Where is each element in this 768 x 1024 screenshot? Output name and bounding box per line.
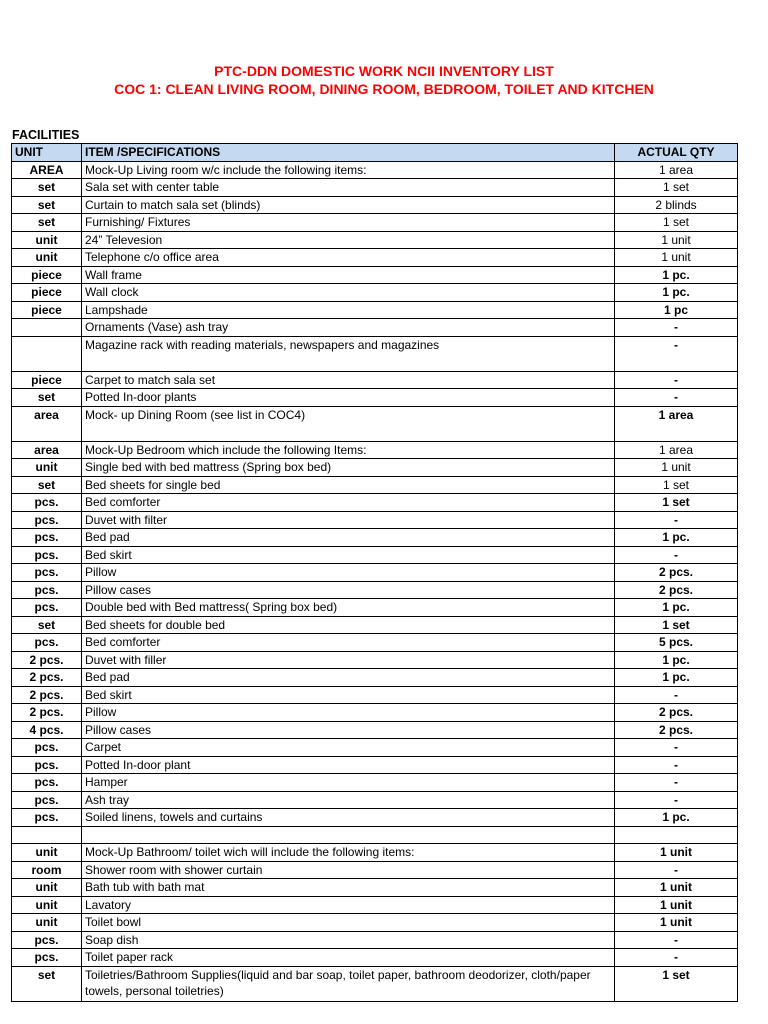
cell-qty: -: [615, 371, 738, 389]
cell-item: Duvet with filter: [82, 511, 615, 529]
cell-qty: -: [615, 319, 738, 337]
table-header-row: [12, 144, 738, 162]
table-row: [12, 756, 738, 774]
cell-qty: -: [615, 949, 738, 967]
cell-unit: unit: [12, 896, 82, 914]
cell-unit: pcs.: [12, 739, 82, 757]
cell-item: Pillow cases: [82, 581, 615, 599]
cell-item: Toiletries/Bathroom Supplies(liquid and bar soap, toilet paper, bathroom deodorizer, cloth/paper towels, personal toiletries): [82, 966, 615, 1001]
cell-item: Ornaments (Vase) ash tray: [82, 319, 615, 337]
cell-qty: 1 unit: [615, 249, 738, 267]
cell-qty: 1 set: [615, 494, 738, 512]
cell-qty: 1 unit: [615, 914, 738, 932]
table-row: [12, 301, 738, 319]
cell-item: Pillow: [82, 704, 615, 722]
cell-unit: piece: [12, 284, 82, 302]
table-row: [12, 161, 738, 179]
cell-item: Mock-Up Living room w/c include the following items:: [82, 161, 615, 179]
cell-qty: -: [615, 511, 738, 529]
table-row: [12, 844, 738, 862]
cell-unit: unit: [12, 459, 82, 477]
cell-item: Toilet bowl: [82, 914, 615, 932]
cell-item: Bath tub with bath mat: [82, 879, 615, 897]
cell-unit: unit: [12, 844, 82, 862]
cell-unit: pcs.: [12, 511, 82, 529]
cell-qty: 1 unit: [615, 231, 738, 249]
cell-unit: pcs.: [12, 564, 82, 582]
cell-unit: area: [12, 441, 82, 459]
cell-unit: [12, 826, 82, 844]
cell-qty: -: [615, 739, 738, 757]
cell-unit: piece: [12, 266, 82, 284]
cell-qty: 1 pc.: [615, 266, 738, 284]
cell-qty: -: [615, 791, 738, 809]
cell-qty: 1 unit: [615, 879, 738, 897]
table-row: [12, 669, 738, 687]
cell-item: [82, 826, 615, 844]
cell-item: Mock-Up Bedroom which include the following Items:: [82, 441, 615, 459]
table-body: [12, 161, 738, 1001]
cell-item: Curtain to match sala set (blinds): [82, 196, 615, 214]
table-row: [12, 179, 738, 197]
cell-unit: set: [12, 196, 82, 214]
cell-qty: 1 set: [615, 214, 738, 232]
table-row: [12, 774, 738, 792]
cell-item: Mock-Up Bathroom/ toilet wich will include the following items:: [82, 844, 615, 862]
cell-qty: 1 pc.: [615, 651, 738, 669]
cell-item: Bed pad: [82, 669, 615, 687]
table-row: [12, 389, 738, 407]
cell-qty: 1 pc.: [615, 284, 738, 302]
table-row: [12, 791, 738, 809]
cell-unit: pcs.: [12, 791, 82, 809]
cell-unit: unit: [12, 914, 82, 932]
table-row: [12, 949, 738, 967]
cell-qty: 1 pc.: [615, 809, 738, 827]
cell-qty: 1 pc.: [615, 669, 738, 687]
table-row: [12, 896, 738, 914]
cell-qty: 2 pcs.: [615, 704, 738, 722]
cell-item: Ash tray: [82, 791, 615, 809]
cell-unit: pcs.: [12, 774, 82, 792]
cell-qty: -: [615, 336, 738, 371]
table-row: [12, 564, 738, 582]
cell-item: Duvet with filler: [82, 651, 615, 669]
section-label: FACILITIES: [12, 128, 80, 142]
cell-item: Double bed with Bed mattress( Spring box bed): [82, 599, 615, 617]
table-row: [12, 459, 738, 477]
table-row: [12, 739, 738, 757]
cell-item: Carpet to match sala set: [82, 371, 615, 389]
cell-item: Mock- up Dining Room (see list in COC4): [82, 406, 615, 441]
table-row: [12, 266, 738, 284]
cell-qty: 5 pcs.: [615, 634, 738, 652]
cell-item: Potted In-door plants: [82, 389, 615, 407]
table-row: [12, 966, 738, 1001]
cell-unit: set: [12, 214, 82, 232]
cell-unit: pcs.: [12, 494, 82, 512]
cell-qty: -: [615, 756, 738, 774]
cell-qty: 2 pcs.: [615, 581, 738, 599]
cell-item: Bed sheets for single bed: [82, 476, 615, 494]
cell-unit: set: [12, 966, 82, 1001]
cell-item: Lavatory: [82, 896, 615, 914]
cell-unit: [12, 336, 82, 371]
table-row: [12, 196, 738, 214]
table-row: [12, 581, 738, 599]
cell-qty: -: [615, 774, 738, 792]
cell-unit: pcs.: [12, 599, 82, 617]
cell-item: Bed skirt: [82, 686, 615, 704]
cell-qty: 1 area: [615, 406, 738, 441]
cell-qty: 1 area: [615, 161, 738, 179]
cell-unit: [12, 319, 82, 337]
cell-unit: pcs.: [12, 581, 82, 599]
cell-item: Pillow cases: [82, 721, 615, 739]
column-header-unit: UNIT: [12, 144, 82, 162]
cell-item: Bed skirt: [82, 546, 615, 564]
cell-item: Carpet: [82, 739, 615, 757]
table-row: [12, 546, 738, 564]
cell-unit: room: [12, 861, 82, 879]
table-row: [12, 249, 738, 267]
table-row: [12, 686, 738, 704]
cell-item: 24” Televesion: [82, 231, 615, 249]
cell-item: Telephone c/o office area: [82, 249, 615, 267]
cell-item: Toilet paper rack: [82, 949, 615, 967]
document-subtitle: COC 1: CLEAN LIVING ROOM, DINING ROOM, BEDROOM, TOILET AND KITCHEN: [114, 81, 654, 97]
cell-unit: 2 pcs.: [12, 686, 82, 704]
cell-unit: 2 pcs.: [12, 669, 82, 687]
cell-item: Sala set with center table: [82, 179, 615, 197]
table-row: [12, 599, 738, 617]
table-row: [12, 861, 738, 879]
table-row: [12, 284, 738, 302]
cell-item: Pillow: [82, 564, 615, 582]
inventory-table: [11, 143, 738, 1002]
cell-qty: 1 set: [615, 966, 738, 1001]
cell-unit: 2 pcs.: [12, 651, 82, 669]
cell-unit: pcs.: [12, 529, 82, 547]
cell-qty: 1 area: [615, 441, 738, 459]
table-row: [12, 406, 738, 441]
cell-item: Single bed with bed mattress (Spring box bed): [82, 459, 615, 477]
cell-qty: -: [615, 546, 738, 564]
cell-qty: 2 pcs.: [615, 564, 738, 582]
table-row: [12, 879, 738, 897]
table-row: [12, 214, 738, 232]
cell-item: Soiled linens, towels and curtains: [82, 809, 615, 827]
cell-unit: pcs.: [12, 634, 82, 652]
cell-unit: pcs.: [12, 756, 82, 774]
cell-unit: set: [12, 389, 82, 407]
cell-item: Potted In-door plant: [82, 756, 615, 774]
cell-item: Soap dish: [82, 931, 615, 949]
cell-qty: -: [615, 861, 738, 879]
cell-item: Hamper: [82, 774, 615, 792]
cell-unit: set: [12, 179, 82, 197]
column-header-item: ITEM /SPECIFICATIONS: [82, 144, 615, 162]
table-row: [12, 809, 738, 827]
table-row: [12, 529, 738, 547]
cell-item: Magazine rack with reading materials, newspapers and magazines: [82, 336, 615, 371]
table-row: [12, 231, 738, 249]
cell-item: Bed comforter: [82, 634, 615, 652]
cell-item: Wall frame: [82, 266, 615, 284]
cell-unit: pcs.: [12, 949, 82, 967]
cell-unit: pcs.: [12, 809, 82, 827]
table-row: [12, 494, 738, 512]
cell-unit: pcs.: [12, 546, 82, 564]
table-row: [12, 721, 738, 739]
table-row: [12, 931, 738, 949]
table-row: [12, 336, 738, 371]
cell-qty: 1 unit: [615, 459, 738, 477]
table-row: [12, 319, 738, 337]
table-row: [12, 704, 738, 722]
cell-qty: 1 set: [615, 616, 738, 634]
column-header-qty: ACTUAL QTY: [615, 144, 738, 162]
cell-qty: 1 pc.: [615, 529, 738, 547]
table-row: [12, 371, 738, 389]
table-row: [12, 634, 738, 652]
table-row: [12, 511, 738, 529]
cell-unit: 4 pcs.: [12, 721, 82, 739]
table-row: [12, 826, 738, 844]
cell-unit: unit: [12, 249, 82, 267]
table-row: [12, 914, 738, 932]
cell-qty: -: [615, 389, 738, 407]
table-row: [12, 441, 738, 459]
cell-qty: 2 blinds: [615, 196, 738, 214]
cell-qty: -: [615, 686, 738, 704]
cell-unit: pcs.: [12, 931, 82, 949]
cell-unit: set: [12, 616, 82, 634]
cell-item: Shower room with shower curtain: [82, 861, 615, 879]
table-row: [12, 476, 738, 494]
cell-unit: set: [12, 476, 82, 494]
cell-qty: 1 unit: [615, 896, 738, 914]
cell-qty: [615, 826, 738, 844]
table-row: [12, 616, 738, 634]
cell-qty: 1 pc.: [615, 599, 738, 617]
cell-qty: 1 set: [615, 476, 738, 494]
document-title: PTC-DDN DOMESTIC WORK NCII INVENTORY LIST: [214, 63, 554, 79]
cell-qty: -: [615, 931, 738, 949]
cell-qty: 1 pc: [615, 301, 738, 319]
cell-unit: piece: [12, 371, 82, 389]
cell-unit: AREA: [12, 161, 82, 179]
cell-unit: piece: [12, 301, 82, 319]
cell-qty: 1 set: [615, 179, 738, 197]
table-row: [12, 651, 738, 669]
cell-qty: 1 unit: [615, 844, 738, 862]
cell-qty: 2 pcs.: [615, 721, 738, 739]
cell-unit: unit: [12, 879, 82, 897]
cell-unit: 2 pcs.: [12, 704, 82, 722]
cell-item: Lampshade: [82, 301, 615, 319]
cell-item: Bed sheets for double bed: [82, 616, 615, 634]
cell-item: Furnishing/ Fixtures: [82, 214, 615, 232]
cell-item: Bed pad: [82, 529, 615, 547]
cell-unit: unit: [12, 231, 82, 249]
cell-item: Wall clock: [82, 284, 615, 302]
cell-item: Bed comforter: [82, 494, 615, 512]
cell-unit: area: [12, 406, 82, 441]
